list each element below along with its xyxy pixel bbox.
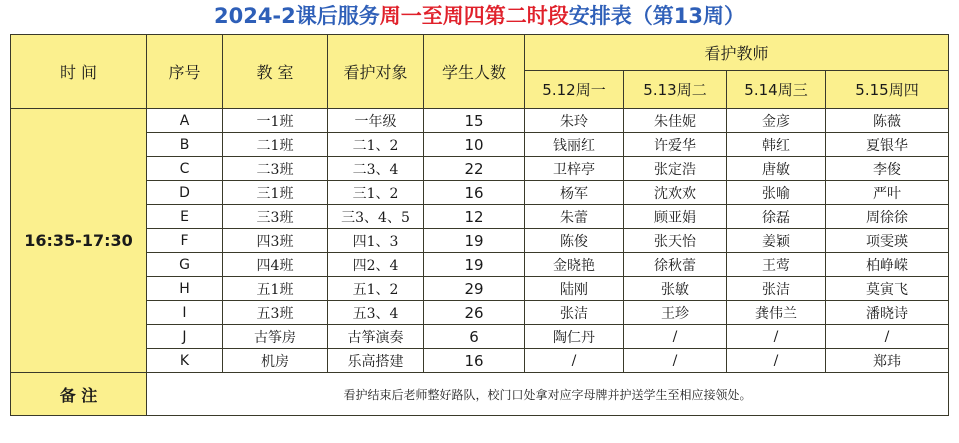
teacher-cell: 陈俊 — [525, 229, 624, 253]
teacher-cell: 夏银华 — [826, 133, 949, 157]
teacher-cell: 柏峥嵘 — [826, 253, 949, 277]
room-cell: 一1班 — [223, 109, 328, 133]
target-cell: 乐高搭建 — [328, 349, 424, 373]
seq-cell: B — [147, 133, 223, 157]
seq-cell: K — [147, 349, 223, 373]
time-slot-cell: 16:35-17:30 — [11, 109, 147, 373]
target-cell: 三3、4、5 — [328, 205, 424, 229]
room-cell: 机房 — [223, 349, 328, 373]
teacher-cell: 金晓艳 — [525, 253, 624, 277]
teacher-cell: 钱丽红 — [525, 133, 624, 157]
target-cell: 三1、2 — [328, 181, 424, 205]
target-cell: 一年级 — [328, 109, 424, 133]
table-row — [11, 301, 949, 325]
remarks-label: 备 注 — [11, 373, 147, 416]
teacher-cell: 张定浩 — [624, 157, 727, 181]
teacher-cell: 张天怡 — [624, 229, 727, 253]
teacher-cell: 朱佳妮 — [624, 109, 727, 133]
teacher-cell: / — [727, 325, 826, 349]
room-cell: 四4班 — [223, 253, 328, 277]
teacher-cell: / — [826, 325, 949, 349]
teacher-cell: 王珍 — [624, 301, 727, 325]
room-cell: 二3班 — [223, 157, 328, 181]
header-seq: 序号 — [147, 35, 223, 109]
target-cell: 五1、2 — [328, 277, 424, 301]
table-row — [11, 253, 949, 277]
teacher-cell: 金彦 — [727, 109, 826, 133]
seq-cell: J — [147, 325, 223, 349]
table-row — [11, 109, 949, 133]
teacher-cell: 徐秋蕾 — [624, 253, 727, 277]
teacher-cell: 莫寅飞 — [826, 277, 949, 301]
teacher-cell: 卫梓亭 — [525, 157, 624, 181]
seq-cell: G — [147, 253, 223, 277]
header-target: 看护对象 — [328, 35, 424, 109]
teacher-cell: 姜颖 — [727, 229, 826, 253]
room-cell: 三1班 — [223, 181, 328, 205]
teacher-cell: 张喻 — [727, 181, 826, 205]
table-row — [11, 325, 949, 349]
teacher-cell: 周徐徐 — [826, 205, 949, 229]
teacher-cell: 杨军 — [525, 181, 624, 205]
target-cell: 四2、4 — [328, 253, 424, 277]
target-cell: 二3、4 — [328, 157, 424, 181]
count-cell: 16 — [424, 349, 525, 373]
room-cell: 五3班 — [223, 301, 328, 325]
teacher-cell: 许爱华 — [624, 133, 727, 157]
header-room: 教 室 — [223, 35, 328, 109]
header-count: 学生人数 — [424, 35, 525, 109]
seq-cell: I — [147, 301, 223, 325]
count-cell: 19 — [424, 253, 525, 277]
remarks-text: 看护结束后老师整好路队，校门口处拿对应字母牌并护送学生至相应接领处。 — [147, 373, 949, 416]
teacher-cell: 张洁 — [727, 277, 826, 301]
teacher-cell: 朱蕾 — [525, 205, 624, 229]
teacher-cell: / — [525, 349, 624, 373]
header-date-mon: 5.12周一 — [525, 71, 624, 109]
teacher-cell: 张洁 — [525, 301, 624, 325]
seq-cell: E — [147, 205, 223, 229]
teacher-cell: 陈薇 — [826, 109, 949, 133]
teacher-cell: 陶仁丹 — [525, 325, 624, 349]
count-cell: 15 — [424, 109, 525, 133]
count-cell: 12 — [424, 205, 525, 229]
table-row — [11, 157, 949, 181]
count-cell: 6 — [424, 325, 525, 349]
title-part-2: 周一至周四第二时段 — [379, 4, 569, 28]
title-part-3: 安排表（第13周） — [568, 4, 745, 28]
room-cell: 二1班 — [223, 133, 328, 157]
count-cell: 26 — [424, 301, 525, 325]
room-cell: 古筝房 — [223, 325, 328, 349]
teacher-cell: 张敏 — [624, 277, 727, 301]
teacher-cell: / — [727, 349, 826, 373]
teacher-cell: 李俊 — [826, 157, 949, 181]
count-cell: 22 — [424, 157, 525, 181]
target-cell: 古筝演奏 — [328, 325, 424, 349]
teacher-cell: 郑玮 — [826, 349, 949, 373]
teacher-cell: 项雯瑛 — [826, 229, 949, 253]
page-title — [0, 0, 959, 33]
teacher-cell: 严叶 — [826, 181, 949, 205]
table-row — [11, 205, 949, 229]
teacher-cell: 陆刚 — [525, 277, 624, 301]
teacher-cell: 王莺 — [727, 253, 826, 277]
remarks-row — [11, 373, 949, 416]
target-cell: 五3、4 — [328, 301, 424, 325]
count-cell: 29 — [424, 277, 525, 301]
seq-cell: C — [147, 157, 223, 181]
teacher-cell: 沈欢欢 — [624, 181, 727, 205]
teacher-cell: 朱玲 — [525, 109, 624, 133]
seq-cell: H — [147, 277, 223, 301]
teacher-cell: 龚伟兰 — [727, 301, 826, 325]
table-row — [11, 181, 949, 205]
seq-cell: D — [147, 181, 223, 205]
header-teachers: 看护教师 — [525, 35, 949, 71]
header-date-tue: 5.13周二 — [624, 71, 727, 109]
count-cell: 19 — [424, 229, 525, 253]
count-cell: 16 — [424, 181, 525, 205]
teacher-cell: 唐敏 — [727, 157, 826, 181]
table-row — [11, 277, 949, 301]
seq-cell: A — [147, 109, 223, 133]
teacher-cell: 徐磊 — [727, 205, 826, 229]
teacher-cell: 韩红 — [727, 133, 826, 157]
table-row — [11, 349, 949, 373]
room-cell: 五1班 — [223, 277, 328, 301]
header-date-wed: 5.14周三 — [727, 71, 826, 109]
schedule-table — [10, 34, 949, 416]
header-row-1 — [11, 35, 949, 71]
table-row — [11, 229, 949, 253]
count-cell: 10 — [424, 133, 525, 157]
teacher-cell: / — [624, 325, 727, 349]
table-row — [11, 133, 949, 157]
teacher-cell: / — [624, 349, 727, 373]
header-time: 时 间 — [11, 35, 147, 109]
seq-cell: F — [147, 229, 223, 253]
teacher-cell: 顾亚娟 — [624, 205, 727, 229]
header-date-thu: 5.15周四 — [826, 71, 949, 109]
target-cell: 四1、3 — [328, 229, 424, 253]
room-cell: 四3班 — [223, 229, 328, 253]
title-part-1: 2024-2课后服务 — [213, 4, 380, 28]
room-cell: 三3班 — [223, 205, 328, 229]
target-cell: 二1、2 — [328, 133, 424, 157]
teacher-cell: 潘晓诗 — [826, 301, 949, 325]
